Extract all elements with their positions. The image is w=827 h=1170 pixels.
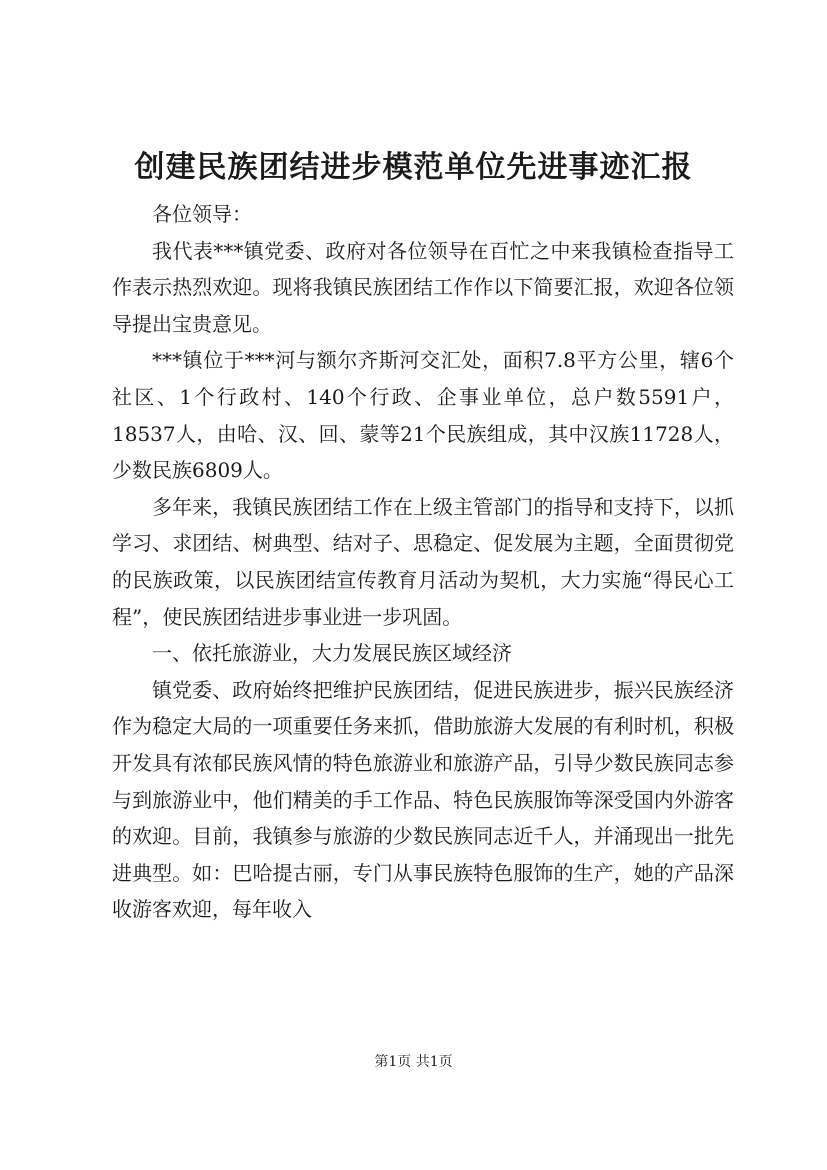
- paragraph-town-overview: ***镇位于***河与额尔齐斯河交汇处，面积7.8平方公里，辖6个社区、1个行政村、140个行政、企事业单位，总户数5591户，18537人，由哈、汉、回、蒙等21个民族组成，其中汉族11728人，少数民族6809人。: [112, 348, 734, 483]
- paragraph-intro: 我代表***镇党委、政府对各位领导在百忙之中来我镇检查指导工作表示热烈欢迎。现将我镇民族团结工作作以下简要汇报，欢迎各位领导提出宝贵意见。: [112, 238, 734, 336]
- page-footer: 第1页 共1页: [374, 1054, 453, 1070]
- document-body: [112, 196, 734, 928]
- paragraph-tourism: 镇党委、政府始终把维护民族团结，促进民族进步，振兴民族经济作为稳定大局的一项重要任务来抓，借助旅游大发展的有利时机，积极开发具有浓郁民族风情的特色旅游业和旅游产品，引导少数民族同志参与到旅游业中，他们精美的手工作品、特色民族服饰等深受国内外游客的欢迎。目前，我镇参与旅游的少数民族同志近千人，并涌现出一批先进典型。如：巴哈提古丽，专门从事民族特色服饰的生产，她的产品深收游客欢迎，每年收入: [112, 677, 734, 922]
- salutation: 各位领导：: [152, 202, 252, 226]
- paragraph-work-summary: 多年来，我镇民族团结工作在上级主管部门的指导和支持下，以抓学习、求团结、树典型、结对子、思稳定、促发展为主题，全面贯彻党的民族政策，以民族团结宣传教育月活动为契机，大力实施“得民心工程”，使民族团结进步事业进一步巩固。: [112, 494, 734, 629]
- document-title: 创建民族团结进步模范单位先进事迹汇报: [134, 150, 693, 185]
- section-heading-1: 一、依托旅游业，大力发展民族区域经济: [152, 641, 512, 666]
